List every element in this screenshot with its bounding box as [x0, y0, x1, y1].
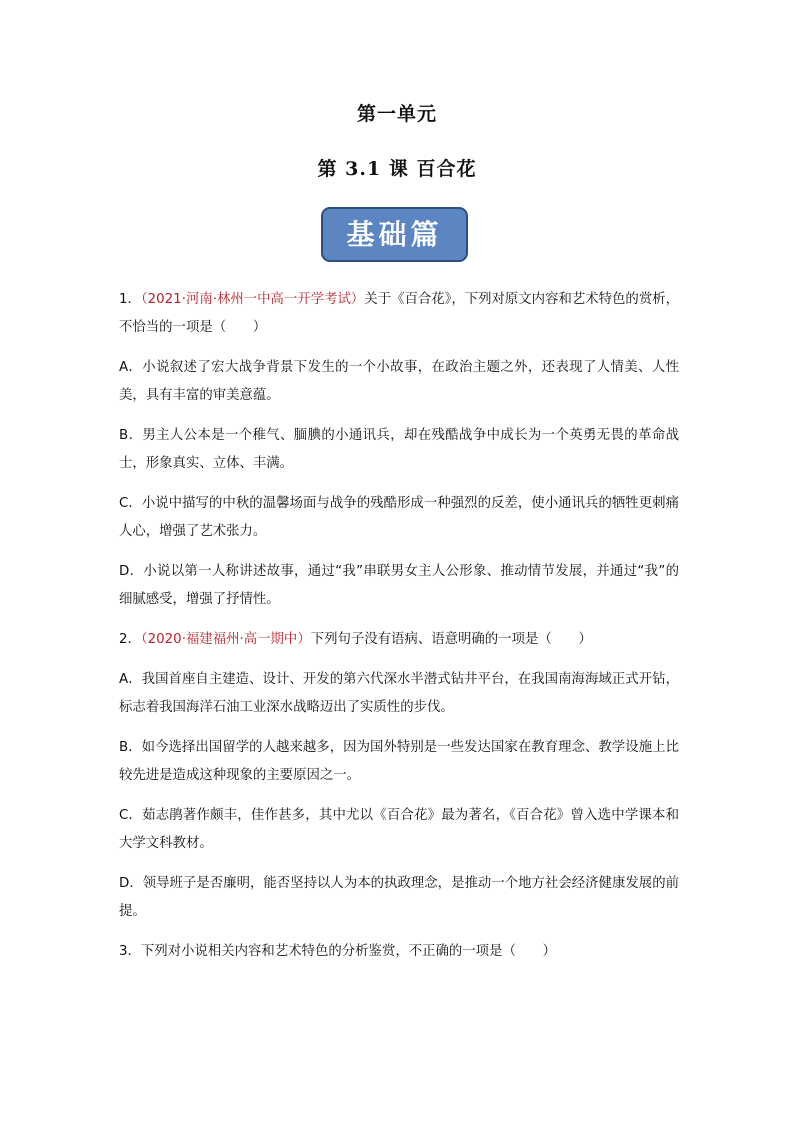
question-2-option-b: B．如今选择出国留学的人越来越多，因为国外特别是一些发达国家在教育理念、教学设施上比较先进是造成这种现象的主要原因之一。 — [119, 740, 679, 783]
question-text: 下列句子没有语病、语意明确的一项是（ ） — [310, 632, 592, 647]
question-number: 2． — [119, 632, 141, 647]
question-3-stem — [119, 938, 679, 966]
question-1-option-a: A．小说叙述了宏大战争背景下发生的一个小故事，在政治主题之外，还表现了人情美、人性美，具有丰富的审美意蕴。 — [119, 360, 679, 403]
question-number: 1． — [119, 292, 141, 307]
question-list — [119, 286, 679, 978]
question-2-option-d: D．领导班子是否廉明，能否坚持以人为本的执政理念，是推动一个地方社会经济健康发展的前提。 — [119, 876, 679, 919]
question-source: （2021·河南·林州一中高一开学考试） — [140, 292, 365, 307]
section-badge: 基础篇 — [321, 207, 468, 262]
question-text: 下列对小说相关内容和艺术特色的分析鉴赏，不正确的一项是（ ） — [140, 944, 557, 959]
unit-title: 第一单元 — [356, 103, 437, 125]
question-1-option-b: B．男主人公本是一个稚气、腼腆的小通讯兵，却在残酷战争中成长为一个英勇无畏的革命战士，形象真实、立体、丰满。 — [119, 428, 679, 471]
question-2-stem — [119, 626, 679, 654]
question-source: （2020·福建福州·高一期中） — [140, 632, 311, 647]
lesson-title: 第 3.1 课 百合花 — [317, 158, 477, 180]
question-2-option-c: C．茹志鹃著作颇丰，佳作甚多，其中尤以《百合花》最为著名，《百合花》曾入选中学课本和大学文科教材。 — [119, 808, 679, 851]
question-number: 3． — [119, 944, 141, 959]
question-1-option-c: C．小说中描写的中秋的温馨场面与战争的残酷形成一种强烈的反差，使小通讯兵的牺牲更刺痛人心，增强了艺术张力。 — [119, 496, 679, 539]
question-text: 关于《百合花》，下列对原文内容和艺术特色的赏析，不恰当的一项是（ ） — [119, 292, 679, 335]
question-1-option-d: D．小说以第一人称讲述故事，通过“我”串联男女主人公形象、推动情节发展，并通过“我”的细腻感受，增强了抒情性。 — [119, 564, 679, 607]
question-1-stem — [119, 286, 679, 342]
question-2-option-a: A．我国首座自主建造、设计、开发的第六代深水半潜式钻井平台，在我国南海海域正式开钻，标志着我国海洋石油工业深水战略迈出了实质性的步伐。 — [119, 672, 679, 715]
